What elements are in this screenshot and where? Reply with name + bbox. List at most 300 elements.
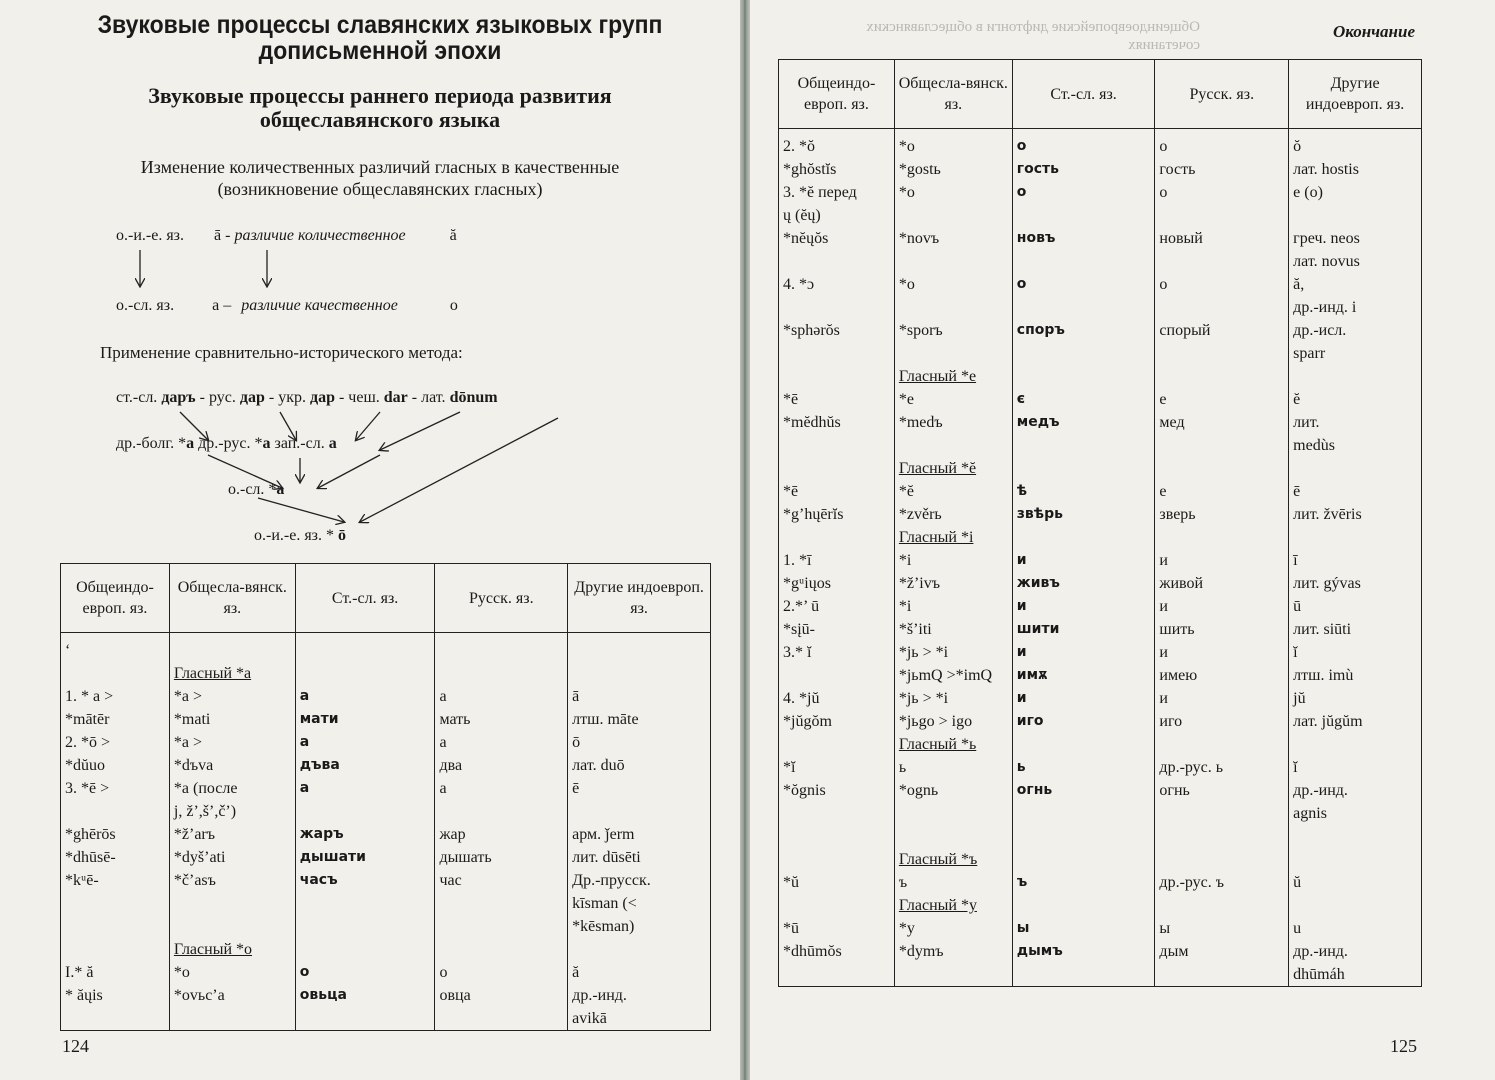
table-cell: о: [1155, 129, 1289, 159]
table-row: [61, 938, 711, 961]
table-cell: иго: [1012, 710, 1155, 733]
diagram2-a-osl: а: [276, 481, 285, 498]
table-cell: *ē: [779, 388, 895, 411]
table-cell: *sphərŏs: [779, 319, 895, 342]
table-cell: [894, 342, 1012, 365]
table-cell: [894, 457, 1012, 480]
table-cell: и: [1012, 549, 1155, 572]
vowel-group-heading: Гласный *e: [898, 368, 977, 385]
table-row: [61, 800, 711, 823]
page-number-left: 124: [62, 1036, 89, 1056]
table-cell: [435, 892, 568, 915]
table-cell: [779, 526, 895, 549]
table-cell: и: [1155, 595, 1289, 618]
table-cell: [295, 633, 435, 663]
column-header: Общеиндо-европ. яз.: [61, 564, 170, 633]
table-cell: ь: [894, 756, 1012, 779]
diagram1-row2-lang: о.-сл. яз.: [116, 297, 175, 314]
table-cell: ī: [1289, 549, 1422, 572]
table-cell: живой: [1155, 572, 1289, 595]
table-row: [779, 848, 1422, 871]
table-cell: [779, 802, 895, 825]
table-cell: ъ: [894, 871, 1012, 894]
diagram2-word-dar-rus: дар: [239, 389, 265, 406]
table-row: [779, 894, 1422, 917]
table-row: [779, 457, 1422, 480]
table-row: [61, 731, 711, 754]
table-cell: *mātēr: [61, 708, 170, 731]
table-cell: [1289, 526, 1422, 549]
diagram2-word-dar-cz: dar: [383, 389, 408, 406]
diagram1-row2-short: o: [449, 297, 458, 314]
table-cell: споръ: [1012, 319, 1155, 342]
table-cell: дым: [1155, 940, 1289, 963]
table-cell: *g’hųērĭs: [779, 503, 895, 526]
table-cell: [894, 434, 1012, 457]
diagram1-row1-text: различие количественное: [234, 227, 406, 244]
table-cell: [1012, 365, 1155, 388]
table-cell: *ghŏstĭs: [779, 158, 895, 181]
table-cell: [295, 915, 435, 938]
right-page: [750, 0, 1495, 1080]
table-cell: огнь: [1155, 779, 1289, 802]
table-cell: лит. žvēris: [1289, 503, 1422, 526]
table-cell: лит. siūti: [1289, 618, 1422, 641]
table-cell: и: [1012, 595, 1155, 618]
table-cell: [1012, 204, 1155, 227]
table-cell: греч. neos: [1289, 227, 1422, 250]
table-cell: *jьgo > igo: [894, 710, 1012, 733]
table-cell: *ĭ: [779, 756, 895, 779]
table-row: [779, 319, 1422, 342]
table-cell: [1012, 733, 1155, 756]
table-cell: медъ: [1012, 411, 1155, 434]
table-cell: *ovьc’a: [169, 984, 295, 1007]
vowel-group-heading: Гласный *y: [898, 897, 977, 914]
table-cell: др.-рус. ь: [1155, 756, 1289, 779]
table-cell: лат. duō: [568, 754, 711, 777]
left-vowel-table: [60, 563, 711, 1031]
table-cell: др.-инд.: [568, 984, 711, 1007]
table-cell: [169, 938, 295, 961]
table-cell: [1289, 894, 1422, 917]
table-cell: є: [1012, 388, 1155, 411]
table-cell: овца: [435, 984, 568, 1007]
diagram2-word-dar-ukr: дар: [309, 389, 335, 406]
table-cell: о: [435, 961, 568, 984]
table-row: [61, 633, 711, 663]
table-cell: [1155, 365, 1289, 388]
table-cell: жар: [435, 823, 568, 846]
table-cell: [779, 848, 895, 871]
table-row: [779, 710, 1422, 733]
table-row: [779, 733, 1422, 756]
table-row: [779, 641, 1422, 664]
diagram2-label-drbolg: др.-болг. *: [116, 435, 187, 452]
table-cell: ĕ: [1289, 388, 1422, 411]
table-cell: [568, 662, 711, 685]
table-cell: имѫ: [1012, 664, 1155, 687]
table-row: [779, 365, 1422, 388]
table-row: [779, 595, 1422, 618]
table-cell: ŏ: [1289, 129, 1422, 159]
table-cell: [1012, 963, 1155, 987]
table-cell: [779, 664, 895, 687]
diagram2-word-donum: dōnum: [449, 389, 498, 406]
table-cell: *jŭgŏm: [779, 710, 895, 733]
table-row: [779, 388, 1422, 411]
table-cell: лат. jŭgŭm: [1289, 710, 1422, 733]
table-cell: *ž’ivъ: [894, 572, 1012, 595]
table-cell: [568, 938, 711, 961]
book-gutter: [740, 0, 750, 1080]
table-cell: а: [295, 777, 435, 800]
table-row: [779, 158, 1422, 181]
table-cell: дышати: [295, 846, 435, 869]
table-cell: *o: [894, 129, 1012, 159]
table-cell: [169, 1007, 295, 1031]
table-cell: [1289, 733, 1422, 756]
table-cell: [295, 662, 435, 685]
diagram2-word-dar-stsl: даръ: [161, 389, 196, 406]
table-cell: *o: [169, 961, 295, 984]
table-cell: о: [1012, 273, 1155, 296]
table-cell: [779, 250, 895, 273]
table-cell: др.-инд.: [1289, 940, 1422, 963]
bleed-through-text: Общеиндоевропейские дифтонги в общеславянских сочетаниях: [866, 19, 1200, 53]
column-header: Ст.-сл. яз.: [295, 564, 435, 633]
table-cell: [1155, 963, 1289, 987]
table-cell: [779, 825, 895, 848]
table-cell: [779, 434, 895, 457]
table-cell: спорый: [1155, 319, 1289, 342]
table-cell: [61, 938, 170, 961]
table-cell: дъва: [295, 754, 435, 777]
diagram2-a-drrus: а: [262, 435, 271, 452]
table-cell: kīsman (<: [568, 892, 711, 915]
table-cell: [295, 892, 435, 915]
table-cell: ѣ: [1012, 480, 1155, 503]
table-row: [61, 915, 711, 938]
table-cell: [435, 1007, 568, 1031]
table-cell: [894, 802, 1012, 825]
table-row: [779, 756, 1422, 779]
table-row: [61, 846, 711, 869]
table-cell: ē: [568, 777, 711, 800]
table-cell: *jь > *i: [894, 687, 1012, 710]
table-cell: [61, 1007, 170, 1031]
table-cell: *ŏgnis: [779, 779, 895, 802]
table-cell: [779, 365, 895, 388]
table-cell: [1155, 457, 1289, 480]
table-cell: [894, 848, 1012, 871]
table-cell: *i: [894, 549, 1012, 572]
diagram2-line3: [228, 481, 284, 499]
table-row: [779, 572, 1422, 595]
table-cell: о: [1012, 129, 1155, 159]
table-cell: *mati: [169, 708, 295, 731]
table-cell: иго: [1155, 710, 1289, 733]
table-cell: ь: [1012, 756, 1155, 779]
table-cell: *medъ: [894, 411, 1012, 434]
table-row: [61, 754, 711, 777]
diagram1-row2: [116, 297, 458, 315]
table-row: [779, 825, 1422, 848]
diagram1-row1-long: ā -: [214, 227, 231, 244]
table-row: [61, 984, 711, 1007]
table-cell: [894, 825, 1012, 848]
table-cell: е: [1155, 480, 1289, 503]
table-cell: 4. *jŭ: [779, 687, 895, 710]
table-cell: [894, 250, 1012, 273]
table-cell: 3.* ĭ: [779, 641, 895, 664]
table-cell: ū: [1289, 595, 1422, 618]
table-row: [779, 273, 1422, 296]
diagram1-row1-lang: о.-и.-е. яз.: [116, 227, 184, 244]
table-cell: [169, 633, 295, 663]
table-cell: др.-рус. ъ: [1155, 871, 1289, 894]
table-cell: *ē: [779, 480, 895, 503]
table-cell: а: [435, 685, 568, 708]
table-cell: ‘: [61, 633, 170, 663]
table-cell: живъ: [1012, 572, 1155, 595]
table-cell: а: [435, 731, 568, 754]
table-cell: *mĕdhŭs: [779, 411, 895, 434]
table-cell: [169, 892, 295, 915]
table-cell: др.-инд. i: [1289, 296, 1422, 319]
vowel-group-heading: Гласный *ĕ: [898, 460, 977, 477]
table-cell: [1012, 457, 1155, 480]
continuation-header: Окончание: [1332, 22, 1415, 41]
table-cell: а: [435, 777, 568, 800]
table-cell: [61, 800, 170, 823]
vowel-group-heading: Гласный *o: [173, 941, 252, 958]
table-cell: дышать: [435, 846, 568, 869]
table-cell: [1155, 250, 1289, 273]
table-cell: е: [1155, 388, 1289, 411]
diagram2-label-drrus: др.-рус. *: [194, 435, 263, 452]
table-cell: [1012, 802, 1155, 825]
table-cell: [1012, 894, 1155, 917]
table-cell: [1155, 342, 1289, 365]
table-cell: *o: [894, 181, 1012, 204]
section-heading: Изменение количественных различий гласных в качественные (возникновение общеславянских гласных): [140, 157, 620, 199]
table-cell: мед: [1155, 411, 1289, 434]
table-cell: j, ž’,š’,č’): [169, 800, 295, 823]
table-cell: [779, 894, 895, 917]
table-row: [61, 961, 711, 984]
table-cell: avikā: [568, 1007, 711, 1031]
table-cell: [1155, 894, 1289, 917]
table-cell: ā: [568, 685, 711, 708]
table-cell: лит. gývas: [1289, 572, 1422, 595]
table-cell: *o: [894, 273, 1012, 296]
table-cell: [568, 633, 711, 663]
table-cell: [1289, 457, 1422, 480]
table-cell: лат. hostis: [1289, 158, 1422, 181]
table-row: [779, 779, 1422, 802]
table-cell: лат. novus: [1289, 250, 1422, 273]
table-cell: а: [295, 731, 435, 754]
table-cell: др.-исл.: [1289, 319, 1422, 342]
vowel-group-heading: Гласный *ъ: [898, 851, 978, 868]
table-cell: [1155, 825, 1289, 848]
table-cell: [1012, 848, 1155, 871]
vowel-group-heading: Гласный *a: [173, 665, 252, 682]
table-cell: 1. * a >: [61, 685, 170, 708]
table-cell: *e: [894, 388, 1012, 411]
table-cell: и: [1012, 687, 1155, 710]
table-cell: *sporъ: [894, 319, 1012, 342]
table-cell: и: [1155, 641, 1289, 664]
table-cell: имею: [1155, 664, 1289, 687]
table-cell: [435, 938, 568, 961]
table-cell: [435, 800, 568, 823]
table-cell: ŭ: [1289, 871, 1422, 894]
table-cell: [295, 800, 435, 823]
table-cell: [1289, 848, 1422, 871]
table-cell: *kᵘē-: [61, 869, 170, 892]
table-cell: арм. ǰerm: [568, 823, 711, 846]
table-cell: 2. *ŏ: [779, 129, 895, 159]
table-cell: *ĕ: [894, 480, 1012, 503]
method-heading: Применение сравнительно-исторического метода:: [100, 343, 463, 362]
table-cell: u: [1289, 917, 1422, 940]
diagram2-sep: - чеш.: [334, 389, 384, 406]
table-row: [779, 802, 1422, 825]
diagram2-line2: [116, 435, 337, 453]
table-cell: ē: [1289, 480, 1422, 503]
table-cell: [169, 662, 295, 685]
table-cell: *ghērōs: [61, 823, 170, 846]
diagram2-label-zapsl: зап.-сл.: [270, 435, 329, 452]
table-row: [779, 963, 1422, 987]
column-header: Общесла-вянск. яз.: [894, 60, 1012, 129]
table-cell: о: [1012, 181, 1155, 204]
table-cell: [1289, 365, 1422, 388]
table-cell: [779, 963, 895, 987]
table-cell: [61, 892, 170, 915]
table-cell: [435, 915, 568, 938]
table-cell: 3. *ē >: [61, 777, 170, 800]
table-row: [779, 181, 1422, 204]
table-cell: [894, 526, 1012, 549]
table-cell: [61, 662, 170, 685]
table-cell: *ū: [779, 917, 895, 940]
table-cell: [295, 1007, 435, 1031]
table-cell: шити: [1012, 618, 1155, 641]
table-cell: [1289, 204, 1422, 227]
table-cell: *gᵘiųos: [779, 572, 895, 595]
diagram2-label-stsl: ст.-сл.: [116, 389, 158, 406]
diagram1-row2-long: a –: [212, 297, 232, 314]
table-row: [61, 777, 711, 800]
table-cell: [894, 204, 1012, 227]
table-cell: лтш. māte: [568, 708, 711, 731]
table-cell: [435, 633, 568, 663]
table-cell: жаръ: [295, 823, 435, 846]
diagram2-line1: [116, 389, 498, 407]
column-header: Русск. яз.: [1155, 60, 1289, 129]
table-cell: два: [435, 754, 568, 777]
table-row: [779, 917, 1422, 940]
table-row: [779, 549, 1422, 572]
table-row: [61, 1007, 711, 1031]
table-cell: гость: [1155, 158, 1289, 181]
table-row: [61, 685, 711, 708]
column-header: Русск. яз.: [435, 564, 568, 633]
table-row: [779, 129, 1422, 159]
table-row: [779, 411, 1422, 434]
table-cell: *novъ: [894, 227, 1012, 250]
table-cell: *dyš’ati: [169, 846, 295, 869]
table-cell: agnis: [1289, 802, 1422, 825]
table-cell: 2. *ō >: [61, 731, 170, 754]
table-cell: [1155, 204, 1289, 227]
table-cell: огнь: [1012, 779, 1155, 802]
table-cell: *a >: [169, 731, 295, 754]
table-cell: мать: [435, 708, 568, 731]
table-cell: [779, 733, 895, 756]
diagram2-label-osl: о.-сл. *: [228, 481, 277, 498]
table-cell: e (o): [1289, 181, 1422, 204]
table-cell: о: [295, 961, 435, 984]
table-cell: [894, 296, 1012, 319]
table-cell: и: [1155, 687, 1289, 710]
vowel-group-heading: Гласный *i: [898, 529, 974, 546]
table-cell: ă: [568, 961, 711, 984]
table-cell: час: [435, 869, 568, 892]
diagram2-sep: - лат.: [407, 389, 450, 406]
table-cell: [1012, 434, 1155, 457]
table-row: [61, 869, 711, 892]
table-cell: а: [295, 685, 435, 708]
column-header: Ст.-сл. яз.: [1012, 60, 1155, 129]
diagram1-row1: [116, 227, 457, 245]
page-number-right: 125: [1390, 1036, 1417, 1056]
table-cell: гость: [1012, 158, 1155, 181]
diagram2-line4: [254, 527, 346, 545]
section-title: Звуковые процессы раннего периода развития общеславянского языка: [148, 83, 612, 132]
table-cell: [894, 963, 1012, 987]
table-row: [779, 526, 1422, 549]
table-cell: *ŭ: [779, 871, 895, 894]
table-cell: [1289, 825, 1422, 848]
table-cell: лтш. imù: [1289, 664, 1422, 687]
table-cell: мати: [295, 708, 435, 731]
table-cell: [1155, 802, 1289, 825]
table-cell: *kēsman): [568, 915, 711, 938]
diagram1-row1-short: ă: [449, 227, 457, 244]
table-cell: [1012, 342, 1155, 365]
table-row: [779, 618, 1422, 641]
table-cell: 2.*’ ū: [779, 595, 895, 618]
table-cell: I.* ă: [61, 961, 170, 984]
table-cell: и: [1155, 549, 1289, 572]
table-cell: *zvěrь: [894, 503, 1012, 526]
table-cell: новый: [1155, 227, 1289, 250]
table-cell: часъ: [295, 869, 435, 892]
diagram2-o-oie: ō: [338, 527, 346, 544]
table-cell: [894, 733, 1012, 756]
table-cell: *y: [894, 917, 1012, 940]
table-cell: ō: [568, 731, 711, 754]
table-cell: *ž’arъ: [169, 823, 295, 846]
table-cell: [1012, 296, 1155, 319]
table-cell: [779, 457, 895, 480]
table-cell: jŭ: [1289, 687, 1422, 710]
table-cell: *dymъ: [894, 940, 1012, 963]
